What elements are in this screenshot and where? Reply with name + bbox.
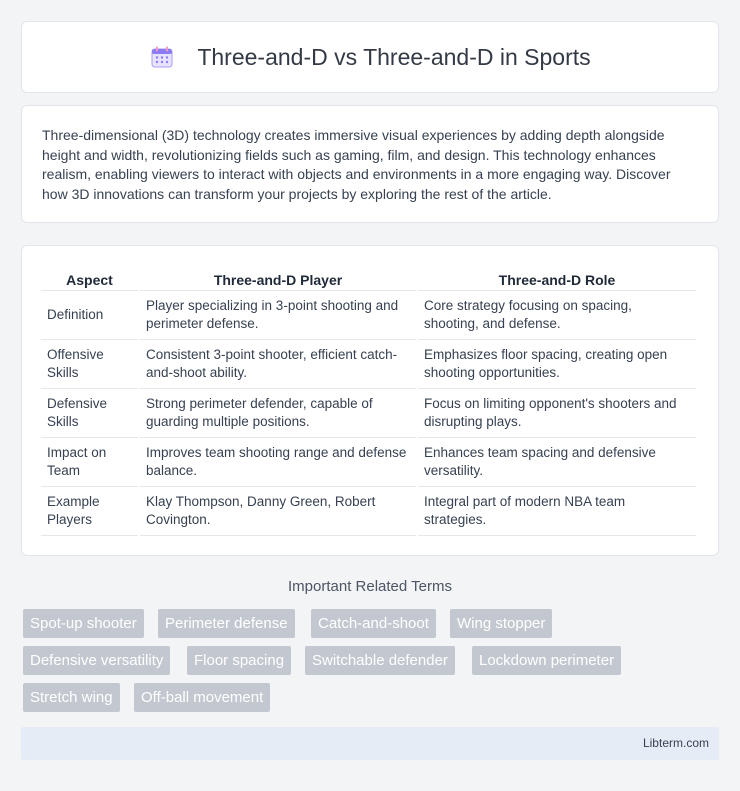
column-header-aspect: Aspect	[41, 266, 138, 291]
tag-perimeter-defense[interactable]: Perimeter defense	[158, 609, 295, 638]
tag-off-ball-movement[interactable]: Off-ball movement	[134, 683, 270, 712]
table-cell: Defensive Skills	[41, 389, 138, 438]
footer	[21, 727, 719, 760]
column-header-player: Three-and-D Player	[140, 266, 416, 291]
table-cell: Improves team shooting range and defense balance.	[140, 438, 416, 487]
table-cell: Consistent 3-point shooter, efficient catch-and-shoot ability.	[140, 340, 416, 389]
table-row	[41, 487, 696, 536]
intro-card	[21, 105, 719, 223]
table-cell: Emphasizes floor spacing, creating open shooting opportunities.	[418, 340, 696, 389]
table-cell: Strong perimeter defender, capable of guarding multiple positions.	[140, 389, 416, 438]
calendar-icon	[149, 44, 175, 70]
table-row	[41, 340, 696, 389]
table-cell: Core strategy focusing on spacing, shooting, and defense.	[418, 291, 696, 340]
table-cell: Focus on limiting opponent's shooters and disrupting plays.	[418, 389, 696, 438]
footer-site-link[interactable]: Libterm.com	[642, 736, 709, 750]
table-row	[41, 438, 696, 487]
tag-spot-up-shooter[interactable]: Spot-up shooter	[23, 609, 144, 638]
tag-defensive-versatility[interactable]: Defensive versatility	[23, 646, 170, 675]
table-cell: Offensive Skills	[41, 340, 138, 389]
tag-catch-and-shoot[interactable]: Catch-and-shoot	[311, 609, 436, 638]
tag-lockdown-perimeter[interactable]: Lockdown perimeter	[472, 646, 621, 675]
table-row	[41, 389, 696, 438]
tag-wing-stopper[interactable]: Wing stopper	[450, 609, 552, 638]
table-cell: Definition	[41, 291, 138, 340]
column-header-role: Three-and-D Role	[418, 266, 696, 291]
table-header-row	[41, 266, 696, 291]
table-row	[41, 291, 696, 340]
tag-stretch-wing[interactable]: Stretch wing	[23, 683, 120, 712]
comparison-table	[39, 266, 698, 536]
title-card	[21, 21, 719, 93]
table-cell: Enhances team spacing and defensive versatility.	[418, 438, 696, 487]
table-cell: Klay Thompson, Danny Green, Robert Covington.	[140, 487, 416, 536]
related-terms-heading: Important Related Terms	[288, 578, 452, 595]
table-cell: Impact on Team	[41, 438, 138, 487]
tag-floor-spacing[interactable]: Floor spacing	[187, 646, 291, 675]
table-cell: Example Players	[41, 487, 138, 536]
comparison-card	[21, 245, 719, 556]
intro-paragraph: Three-dimensional (3D) technology creates immersive visual experiences by adding depth alongside height and width, revolutionizing fields such as gaming, film, and design. This technology enhances realism, enabling viewers to interact with objects and environments in a more engaging way. Discover how 3D innovations can transform your projects by exploring the rest of the article.	[42, 127, 671, 202]
table-cell: Player specializing in 3-point shooting and perimeter defense.	[140, 291, 416, 340]
tag-switchable-defender[interactable]: Switchable defender	[305, 646, 455, 675]
table-cell: Integral part of modern NBA team strategies.	[418, 487, 696, 536]
page-title: Three-and-D vs Three-and-D in Sports	[197, 43, 591, 70]
